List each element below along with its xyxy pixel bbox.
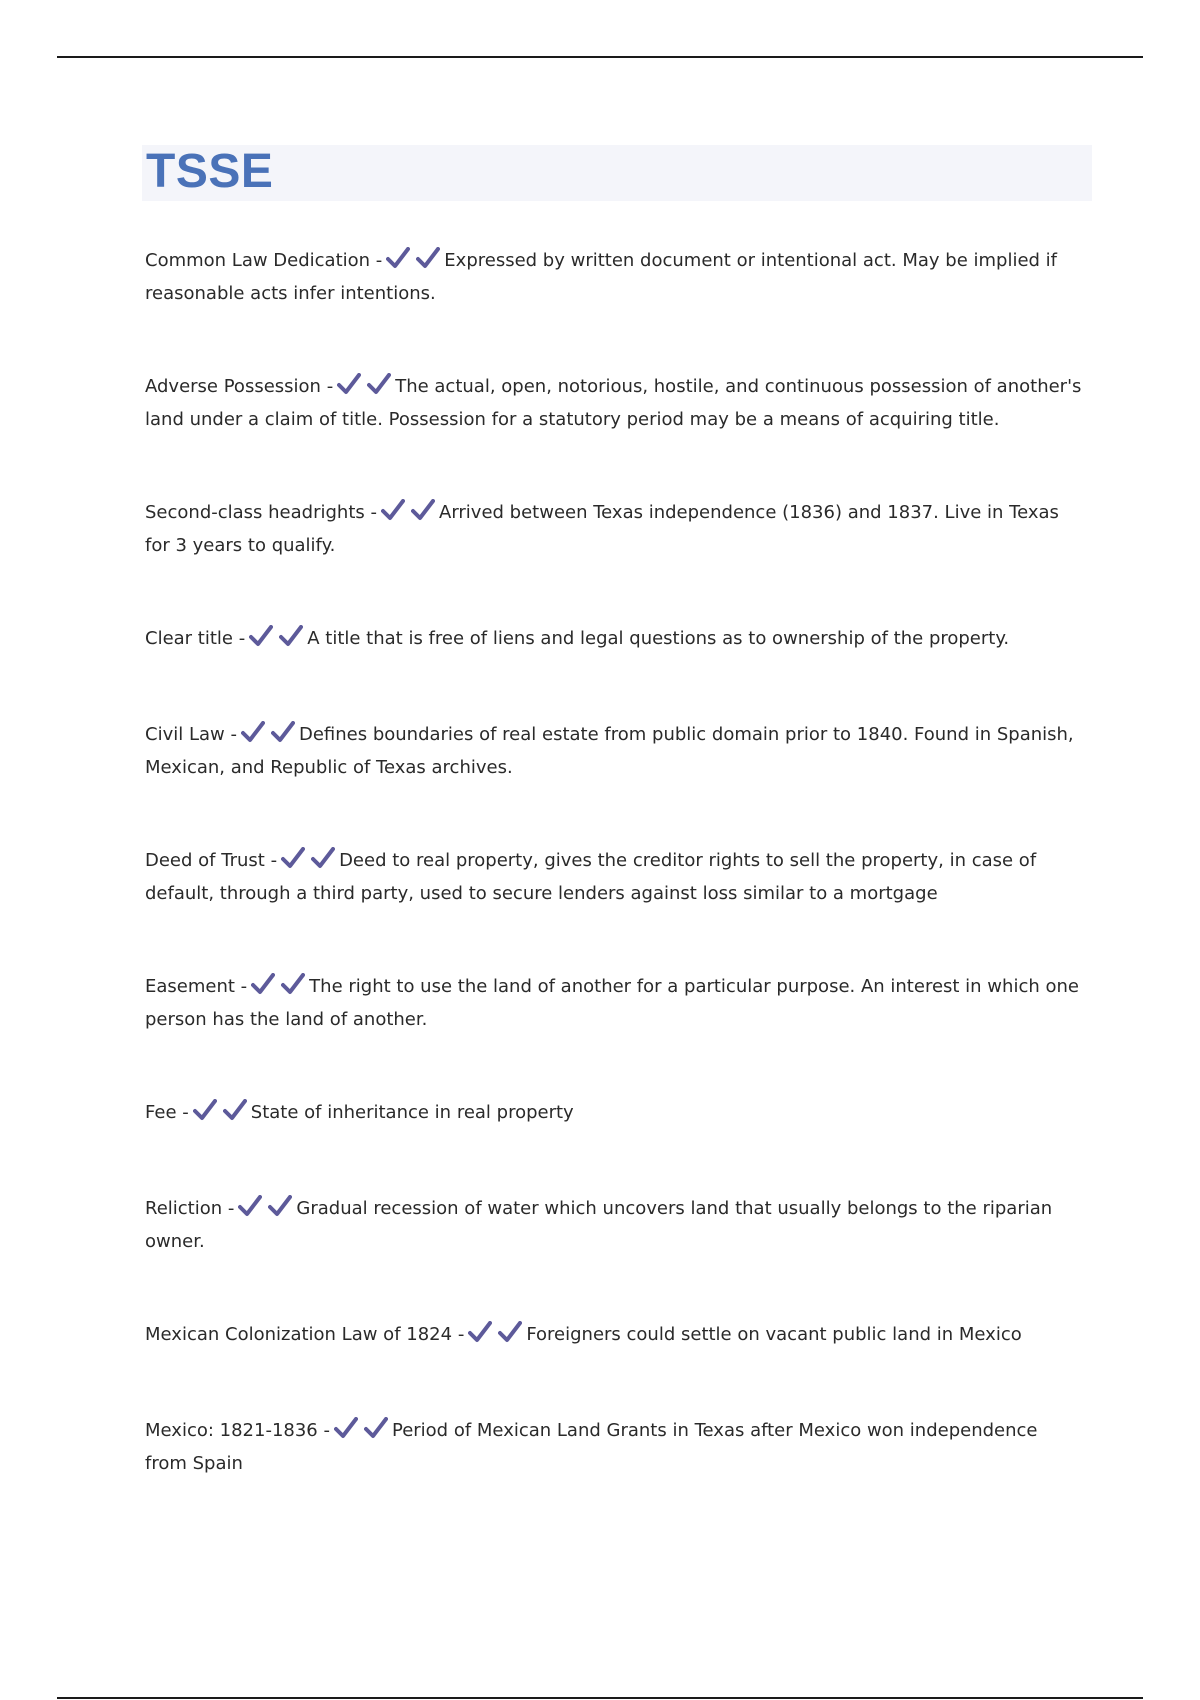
check-icon: [498, 1321, 522, 1343]
check-icon: [223, 1099, 247, 1121]
list-item: [145, 972, 1085, 1035]
check-marks: [251, 973, 305, 1005]
check-icon: [279, 625, 303, 647]
check-marks: [249, 625, 303, 657]
entry-term: Reliction: [145, 1198, 223, 1219]
entry-separator: -: [227, 1198, 235, 1219]
check-icon: [238, 1195, 262, 1217]
check-icon: [311, 847, 335, 869]
list-item: [145, 246, 1085, 309]
top-rule: [57, 56, 1143, 58]
check-marks: [468, 1321, 522, 1353]
check-marks: [386, 247, 440, 279]
entry-term: Common Law Dedication: [145, 250, 371, 271]
entry-definition: Defines boundaries of real estate from public domain prior to 1840. Found in Spanish, Mexican, and Republic of Texas archives.: [145, 724, 1074, 778]
entry-definition: State of inheritance in real property: [250, 1102, 574, 1123]
list-item: [145, 1416, 1085, 1479]
entry-term: Mexico: 1821-1836: [145, 1420, 318, 1441]
entry-separator: -: [375, 250, 383, 271]
entry-term: Clear title: [145, 628, 233, 649]
entry-separator: -: [182, 1102, 189, 1123]
check-icon: [249, 625, 273, 647]
list-item: [145, 1194, 1085, 1257]
entry-term: Second-class headrights: [145, 502, 365, 523]
entry-separator: -: [323, 1420, 330, 1441]
check-icon: [251, 973, 275, 995]
check-icon: [386, 247, 410, 269]
title-band: [142, 145, 1092, 201]
entry-definition: Arrived between Texas independence (1836) and 1837. Live in Texas for 3 years to qualify.: [145, 502, 1059, 556]
check-icon: [367, 373, 391, 395]
check-icon: [337, 373, 361, 395]
entry-term: Adverse Possession: [145, 376, 321, 397]
entry-separator: -: [230, 724, 237, 745]
check-icon: [364, 1417, 388, 1439]
check-icon: [268, 1195, 292, 1217]
check-icon: [281, 973, 305, 995]
entry-definition: Gradual recession of water which uncovers land that usually belongs to the riparian owner.: [145, 1198, 1053, 1252]
list-item: [145, 498, 1085, 561]
check-marks: [238, 1195, 292, 1227]
entry-definition: Deed to real property, gives the creditor rights to sell the property, in case of default, through a third party, used to secure lenders against loss similar to a mortgage: [145, 850, 1037, 904]
check-marks: [193, 1099, 247, 1131]
check-marks: [334, 1417, 388, 1449]
list-item: [145, 1320, 1085, 1353]
entry-term: Deed of Trust: [145, 850, 265, 871]
check-icon: [381, 499, 405, 521]
entry-definition: Expressed by written document or intentional act. May be implied if reasonable acts infer intentions.: [145, 250, 1058, 304]
check-icon: [281, 847, 305, 869]
check-icon: [271, 721, 295, 743]
entry-definition: The actual, open, notorious, hostile, and continuous possession of another's land under a claim of title. Possession for a statutory period may be a means of acquiring title.: [145, 376, 1082, 430]
check-marks: [381, 499, 435, 531]
check-marks: [241, 721, 295, 753]
entry-separator: -: [457, 1324, 465, 1345]
entry-definition: Period of Mexican Land Grants in Texas after Mexico won independence from Spain: [145, 1420, 1038, 1474]
entry-separator: -: [326, 376, 334, 397]
check-icon: [241, 721, 265, 743]
entry-separator: -: [270, 850, 278, 871]
entry-separator: -: [370, 502, 377, 523]
check-marks: [337, 373, 391, 405]
check-icon: [334, 1417, 358, 1439]
check-icon: [416, 247, 440, 269]
list-item: [145, 624, 1085, 657]
list-item: [145, 1098, 1085, 1131]
check-icon: [411, 499, 435, 521]
entry-list: [145, 246, 1085, 1479]
entry-definition: Foreigners could settle on vacant public land in Mexico: [526, 1324, 1022, 1345]
check-icon: [193, 1099, 217, 1121]
entry-term: Fee: [145, 1102, 177, 1123]
list-item: [145, 720, 1085, 783]
list-item: [145, 372, 1085, 435]
list-item: [145, 846, 1085, 909]
page-title: TSSE: [146, 145, 274, 198]
entry-definition: A title that is free of liens and legal questions as to ownership of the property.: [307, 628, 1010, 649]
entry-term: Civil Law: [145, 724, 225, 745]
entry-term: Mexican Colonization Law of 1824: [145, 1324, 453, 1345]
entry-separator: -: [240, 976, 248, 997]
entry-definition: The right to use the land of another for a particular purpose. An interest in which one person has the land of another.: [145, 976, 1079, 1030]
check-marks: [281, 847, 335, 879]
check-icon: [468, 1321, 492, 1343]
bottom-rule: [57, 1697, 1143, 1699]
entry-separator: -: [238, 628, 246, 649]
entry-term: Easement: [145, 976, 235, 997]
